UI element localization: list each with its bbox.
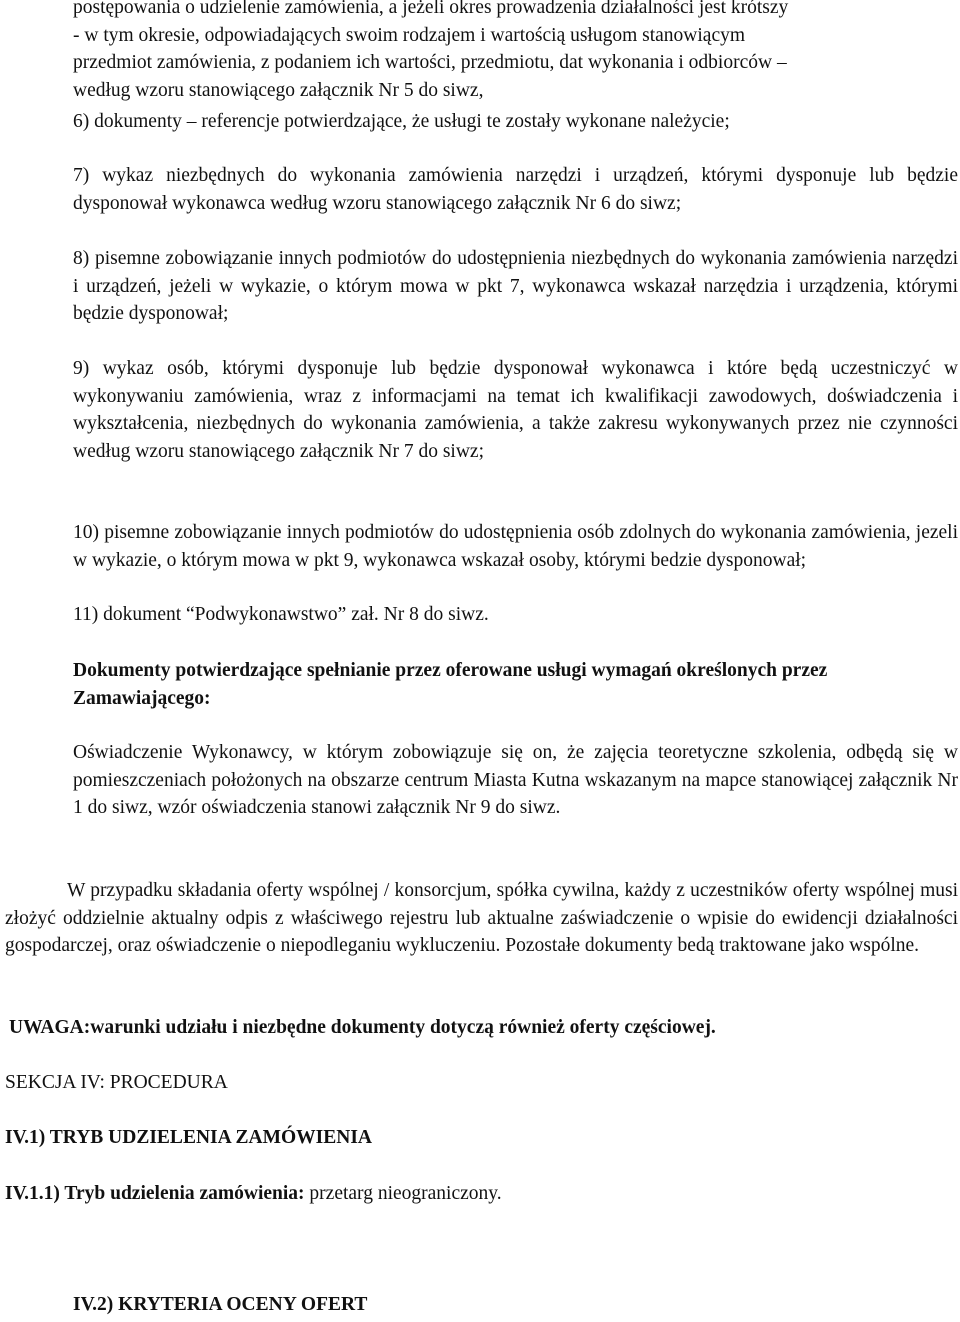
text-line: przedmiot zamówienia, z podaniem ich wartości, przedmiotu, dat wykonania i odbiorców –	[73, 52, 787, 73]
subsection-iv-1-1	[5, 1180, 958, 1208]
section-heading-documents: Dokumenty potwierdzające spełnianie przez oferowane usługi wymagań określonych przez Zamawiającego:	[73, 660, 828, 709]
paragraph-previous-item-continuation	[73, 0, 958, 104]
list-item-11: 11) dokument “Podwykonawstwo” zał. Nr 8 do siwz.	[73, 604, 489, 625]
text-line: - w tym okresie, odpowiadających swoim rodzajem i wartością usługom stanowiącym	[73, 24, 746, 46]
paragraph-statement: Oświadczenie Wykonawcy, w którym zobowiązuje się on, że zajęcia teoretyczne szkolenia, odbędą się w pomieszczeniach położonych na obszarze centrum Miasta Kutna wskazanym na mapce stanowiącej załącznik Nr 1 do siwz, wzór oświadczenia stanowi załącznik Nr 9 do siwz.	[73, 742, 958, 818]
list-item-9: 9) wykaz osób, którymi dysponuje lub będzie dysponował wykonawca i które będą uczestniczyć w wykonywaniu zamówienia, wraz z informacjami na temat ich kwalifikacji zawodowych, doświadczenia i wykształcenia, niezbędnych do wykonania zamówienia, a także zakresu wykonywanych przez nie czynności według wzoru stanowiącego załącznik Nr 7 do siwz;	[73, 358, 958, 462]
paragraph-consortium: W przypadku składania oferty wspólnej / konsorcjum, spółka cywilna, każdy z uczestników oferty wspólnej musi złożyć oddzielnie aktualny odpis z właściwego rejestru lub aktualne zaświadczenie o wpisie do ewidencji działalności gospodarczej, oraz oświadczenie o niepodleganiu wykluczeniu. Pozostałe dokumenty bedą traktowane jako wspólne.	[5, 880, 958, 956]
subsection-iv-2: IV.2) KRYTERIA OCENY OFERT	[73, 1294, 368, 1315]
text-line: postępowania o udzielenie zamówienia, a jeżeli okres prowadzenia działalności jest krótszy	[73, 0, 789, 18]
subsection-label: IV.1.1) Tryb udzielenia zamówienia:	[5, 1183, 305, 1204]
list-item-6: 6) dokumenty – referencje potwierdzające, że usługi te zostały wykonane należycie;	[73, 111, 730, 132]
subsection-value: przetarg nieograniczony.	[304, 1183, 502, 1204]
subsection-iv-1: IV.1) TRYB UDZIELENIA ZAMÓWIENIA	[5, 1127, 373, 1148]
list-item-8: 8) pisemne zobowiązanie innych podmiotów do udostępnienia niezbędnych do wykonania zamówienia narzędzi i urządzeń, jeżeli w wykazie, o którym mowa w pkt 7, wykonawca wskazał narzędzia i urządzenia, którymi będzie dysponował;	[73, 248, 958, 324]
list-item-7: 7) wykaz niezbędnych do wykonania zamówienia narzędzi i urządzeń, którymi dysponuje lub będzie dysponował wykonawca według wzoru stanowiącego załącznik Nr 6 do siwz;	[73, 165, 958, 214]
text-line: według wzoru stanowiącego załącznik Nr 5 do siwz,	[73, 79, 484, 101]
warning-note: UWAGA:warunki udziału i niezbędne dokumenty dotyczą również oferty częściowej.	[9, 1017, 716, 1038]
section-title-iv: SEKCJA IV: PROCEDURA	[5, 1072, 228, 1093]
list-item-10: 10) pisemne zobowiązanie innych podmiotów do udostępnienia osób zdolnych do wykonania zamówienia, jezeli w wykazie, o którym mowa w pkt 9, wykonawca wskazał osoby, którymi bedzie dysponował;	[73, 522, 958, 571]
